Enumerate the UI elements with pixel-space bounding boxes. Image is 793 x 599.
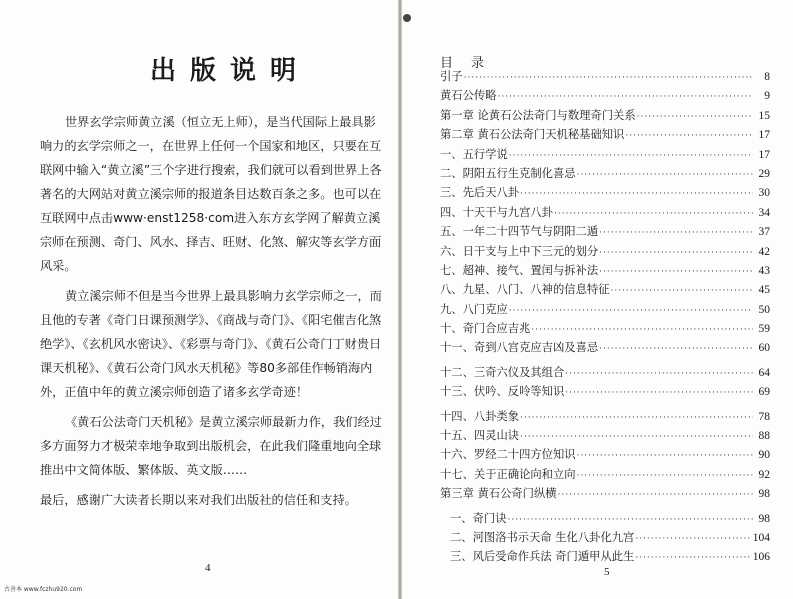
toc-entry xyxy=(440,510,770,529)
toc-entry-label: 引子 xyxy=(440,70,463,83)
toc-entry xyxy=(440,87,770,106)
toc-entry-label: 十六、罗经二十四方位知识 xyxy=(440,448,576,462)
toc-entry-label: 二、阴阳五行生克制化喜忌 xyxy=(440,166,576,180)
toc-entry-label: 十、奇门合应吉兆 xyxy=(440,322,531,336)
toc-entry xyxy=(440,281,770,300)
toc-entry-page: 92 xyxy=(758,468,770,481)
toc-entry xyxy=(440,339,770,358)
toc-entry-label: 八、九星、八门、八神的信息特征 xyxy=(440,283,610,297)
toc-entry xyxy=(440,243,770,262)
toc-entry xyxy=(440,165,770,184)
toc-entry xyxy=(440,466,770,485)
toc-entry-page: 59 xyxy=(758,323,770,336)
toc-entry-page: 42 xyxy=(758,245,770,258)
paragraph: 《黄石公法奇门天机秘》是黄立溪宗师最新力作，我们经过多方面努力才极荣幸地争取到出版机会，在此我们隆重地向全球推出中文简体版、繁体版、英文版…… xyxy=(40,415,382,477)
toc-leader-dots xyxy=(464,73,753,83)
toc-leader-dots xyxy=(599,248,753,258)
toc-leader-dots xyxy=(577,451,753,461)
toc-entry-label: 一、奇门诀 xyxy=(450,511,507,525)
toc-entry-label: 四、十天干与九宫八卦 xyxy=(440,205,553,219)
toc-leader-dots xyxy=(498,92,754,102)
toc-entry-page: 9 xyxy=(764,90,770,103)
toc-entry-label: 七、超神、接气、置闰与拆补法 xyxy=(440,263,599,277)
toc-leader-dots xyxy=(635,553,751,563)
toc-entry-label: 二、河图洛书示天命 生化八卦化九宫 xyxy=(450,530,635,544)
toc-entry-label: 十一、奇到八宫克应吉凶及喜忌 xyxy=(440,341,599,355)
toc-entry-label: 第三章 黄石公奇门纵横 xyxy=(440,487,557,501)
toc-leader-dots xyxy=(520,413,753,423)
toc-entry-page: 17 xyxy=(758,129,770,142)
toc-entry-label: 第一章 论黄石公法奇门与数理奇门关系 xyxy=(440,108,636,122)
toc-entry-page: 45 xyxy=(758,284,770,297)
toc-entry xyxy=(440,223,770,242)
paragraph: 黄立溪宗师不但是当今世界上最具影响力玄学宗师之一，而且他的专著《奇门日课预测学》、《商战与奇门》、《阳宅催吉化煞绝学》、《玄机风水密诀》、《彩票与奇门》、《黄石公奇门丁财贵日课天机秘》、《黄石公奇门风水天机秘》等80多部佳作畅销海内外，正值中年的黄立溪宗师创造了诸多玄学奇迹！ xyxy=(40,289,382,399)
toc-entry xyxy=(440,427,770,446)
toc-entry-page: 64 xyxy=(758,366,770,379)
toc-title: 目录 xyxy=(440,56,503,71)
toc-leader-dots xyxy=(509,151,753,161)
toc-entry-label: 三、风后受命作兵法 奇门遁甲从此生 xyxy=(450,550,635,564)
toc-leader-dots xyxy=(565,369,753,379)
toc-entry-label: 十二、三奇六仪及其组合 xyxy=(440,365,565,379)
toc-entry xyxy=(440,548,770,567)
toc-entry xyxy=(440,364,770,383)
watermark: 古善本 www.fczhu920.com xyxy=(4,586,83,593)
table-of-contents xyxy=(440,68,770,568)
toc-leader-dots xyxy=(554,209,753,219)
toc-entry xyxy=(440,107,770,126)
toc-entry-label: 第二章 黄石公法奇门天机秘基础知识 xyxy=(440,128,625,142)
toc-entry-page: 90 xyxy=(758,449,770,462)
toc-entry-page: 37 xyxy=(758,226,770,239)
toc-leader-dots xyxy=(599,344,753,354)
toc-entry xyxy=(440,529,770,548)
toc-entry-label: 三、先后天八卦 xyxy=(440,186,520,200)
toc-entry-page: 34 xyxy=(758,206,770,219)
toc-entry xyxy=(440,126,770,145)
toc-leader-dots xyxy=(508,515,754,525)
toc-entry-page: 15 xyxy=(758,109,770,122)
page-number-right: 5 xyxy=(604,566,610,578)
toc-leader-dots xyxy=(565,388,753,398)
toc-entry-page: 60 xyxy=(758,342,770,355)
spine-mark xyxy=(403,14,411,22)
toc-entry-page: 106 xyxy=(752,551,770,564)
toc-entry-page: 30 xyxy=(758,187,770,200)
toc-entry-page: 98 xyxy=(758,488,770,501)
toc-leader-dots xyxy=(599,228,753,238)
toc-entry-page: 78 xyxy=(758,410,770,423)
toc-leader-dots xyxy=(558,490,753,500)
toc-entry-page: 29 xyxy=(758,167,770,180)
toc-entry-page: 88 xyxy=(758,430,770,443)
toc-entry-label: 一、五行学说 xyxy=(440,147,508,161)
toc-entry xyxy=(440,68,770,87)
toc-entry xyxy=(440,146,770,165)
toc-entry xyxy=(440,485,770,504)
toc-leader-dots xyxy=(577,471,753,481)
toc-entry xyxy=(440,320,770,339)
toc-entry xyxy=(440,446,770,465)
page-title: 出版说明 xyxy=(150,56,311,86)
toc-leader-dots xyxy=(599,267,753,277)
toc-entry-page: 43 xyxy=(758,264,770,277)
toc-entry-page: 104 xyxy=(752,531,770,544)
toc-leader-dots xyxy=(610,286,753,296)
toc-leader-dots xyxy=(637,112,753,122)
toc-leader-dots xyxy=(625,131,753,141)
page-number-left: 4 xyxy=(205,562,211,574)
toc-leader-dots xyxy=(520,189,753,199)
toc-entry xyxy=(440,408,770,427)
closing-paragraph: 最后，感谢广大读者长期以来对我们出版社的信任和支持。 xyxy=(40,493,357,507)
toc-entry xyxy=(440,383,770,402)
toc-entry-page: 17 xyxy=(758,148,770,161)
toc-entry xyxy=(440,262,770,281)
publication-note-body xyxy=(40,110,385,518)
toc-entry-page: 69 xyxy=(758,386,770,399)
toc-entry xyxy=(440,184,770,203)
toc-entry-label: 黄石公传略 xyxy=(440,89,497,103)
toc-entry-page: 98 xyxy=(758,512,770,525)
toc-entry-label: 十七、关于正确论向和立向 xyxy=(440,467,576,481)
toc-entry xyxy=(440,301,770,320)
paragraph: 世界玄学宗师黄立溪（恒立无上师），是当代国际上最具影响力的玄学宗师之一，在世界上任何一个国家和地区，只要在互联网中输入“黄立溪”三个字进行搜索，我们就可以看到世界上各著名的大网站对黄立溪宗师的报道条目达数百条之多。也可以在互联网中点击www·enst1258·com进入东方玄学网了解黄立溪宗师在预测、奇门、风水、择吉、旺财、化煞、解灾等玄学方面风采。 xyxy=(40,115,382,273)
toc-leader-dots xyxy=(635,534,751,544)
toc-entry-label: 六、日干支与上中下三元的划分 xyxy=(440,244,599,258)
toc-leader-dots xyxy=(520,432,753,442)
toc-entry-label: 十三、伏吟、反呤等知识 xyxy=(440,385,565,399)
toc-entry-label: 九、八门克应 xyxy=(440,302,508,316)
toc-entry-page: 50 xyxy=(758,303,770,316)
toc-entry xyxy=(440,204,770,223)
toc-leader-dots xyxy=(531,325,753,335)
toc-entry-label: 十五、四灵山诀 xyxy=(440,429,520,443)
toc-leader-dots xyxy=(509,306,753,316)
toc-entry-page: 8 xyxy=(764,71,770,83)
toc-leader-dots xyxy=(577,170,753,180)
toc-entry-label: 五、一年二十四节气与阴阳二遁 xyxy=(440,225,599,239)
toc-entry-label: 十四、八卦类象 xyxy=(440,409,520,423)
book-spine xyxy=(398,0,402,599)
